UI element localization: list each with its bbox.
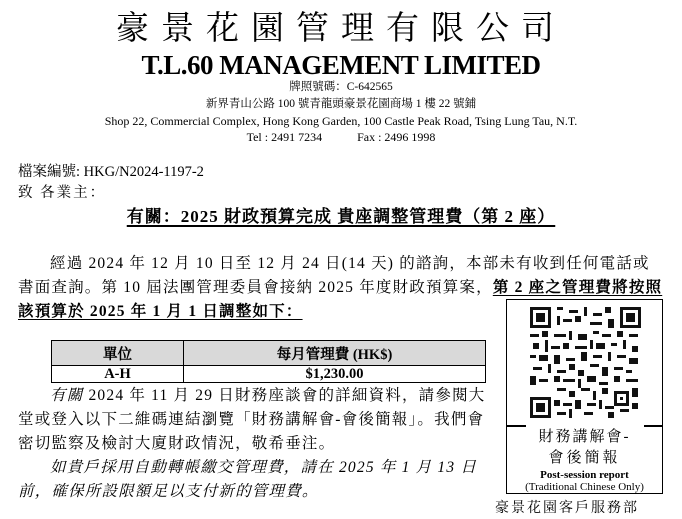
briefing-line-1-text: 2024 年 11 月 29 日財務座談會的詳細資料，請參閱大	[83, 387, 486, 404]
address-chinese: 新界青山公路 100 號青龍頭豪景花園商場 1 樓 22 號鋪	[205, 98, 477, 110]
file-reference: 檔案編號: HKG/N2024-1197-2	[18, 164, 204, 180]
cell-monthly-fee: $1,230.00	[184, 366, 486, 383]
company-name-english: T.L.60 MANAGEMENT LIMITED	[141, 50, 541, 80]
column-header-unit: 單位	[52, 341, 184, 366]
management-fee-table	[51, 340, 486, 383]
cell-unit: A-H	[52, 366, 184, 383]
briefing-line-2: 堂或登入以下二維碼連結瀏覽「財務講解會-會後簡報」。我們會	[18, 411, 485, 428]
autopay-line-2: 前，確保所設限額足以支付新的管理費。	[18, 483, 319, 500]
qr-code-panel	[506, 299, 663, 494]
company-name-chinese: 豪景花園管理有限公司	[116, 8, 566, 47]
qr-caption-chinese-line-1: 財務講解會-	[538, 429, 631, 445]
licence-number: 牌照號碼：C-642565	[289, 81, 393, 93]
qr-code-icon[interactable]	[530, 307, 641, 418]
fax: Fax : 2496 1998	[357, 130, 436, 144]
subject-line	[0, 206, 682, 228]
paragraph-briefing-info	[18, 384, 498, 504]
briefing-line-3: 密切監察及檢討大廈財政情況，敬希垂注。	[18, 435, 336, 452]
table-header-row	[52, 341, 486, 366]
table-row	[52, 366, 486, 383]
briefing-line-1	[18, 384, 498, 408]
signature: 豪景花園客戶服務部	[495, 501, 639, 516]
paragraph-budget-emphasis: 第 2 座之管理費將按照該預算於 2025 年 1 月 1 日調整如下：	[18, 279, 663, 320]
briefing-italic-lead: 有關	[50, 387, 84, 404]
address-english: Shop 22, Commercial Complex, Hong Kong Garden, 100 Castle Peak Road, Tsing Lung Tau, N.T.	[104, 114, 578, 128]
paragraph-budget-text: 經過 2024 年 12 月 10 日至 12 月 24 日(14 天) 的諮詢，本部未有收到任何電話或書面查詢。第 10 屆法團管理委員會接納 2025 年度財政預算案，	[18, 255, 650, 296]
telephone: Tel : 2491 7234	[246, 130, 323, 144]
salutation: 致 各業主：	[18, 185, 107, 201]
contact-line	[0, 130, 682, 145]
qr-caption-chinese-line-2: 會後簡報	[548, 450, 621, 466]
qr-caption-note: (Traditional Chinese Only)	[525, 481, 644, 493]
column-header-monthly-fee: 每月管理費 (HK$)	[184, 341, 486, 366]
autopay-line-1: 如貴戶採用自動轉帳繳交管理費，請在 2025 年 1 月 13 日	[50, 459, 478, 476]
subject-text: 有關：2025 財政預算完成 貴座調整管理費（第 2 座）	[126, 207, 556, 226]
qr-caption-english: Post-session report	[540, 469, 629, 481]
